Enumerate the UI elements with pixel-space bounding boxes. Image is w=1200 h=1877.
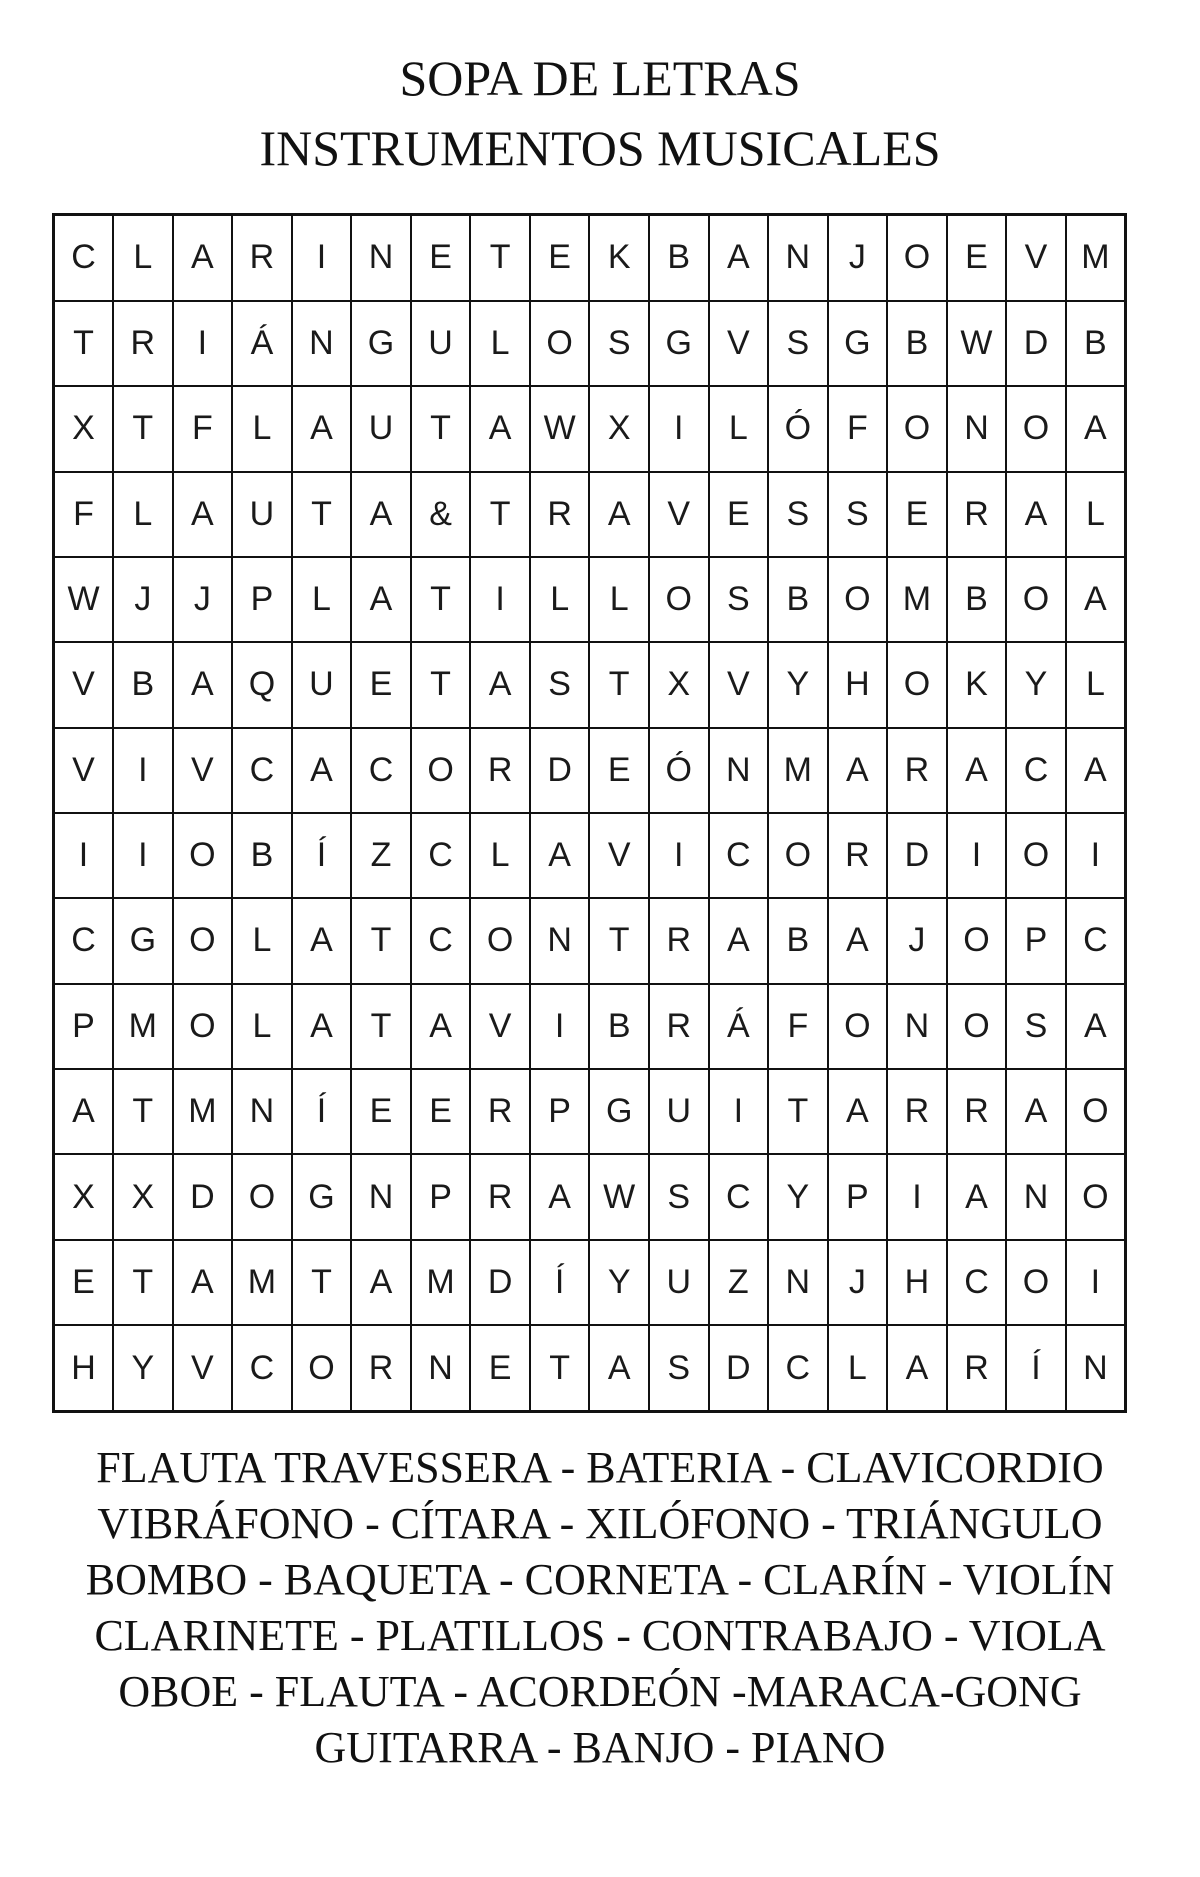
word-list-line: VIBRÁFONO - CÍTARA - XILÓFONO - TRIÁNGULO — [97, 1499, 1103, 1548]
grid-cell: I — [887, 1154, 947, 1239]
grid-cell: J — [173, 557, 233, 642]
grid-cell: U — [411, 301, 471, 386]
grid-cell: M — [113, 984, 173, 1069]
grid-cell: Ó — [649, 728, 709, 813]
grid-cell: R — [947, 1069, 1007, 1154]
grid-cell: A — [173, 472, 233, 557]
grid-cell: B — [887, 301, 947, 386]
grid-cell: C — [768, 1325, 828, 1411]
grid-cell: I — [292, 215, 352, 301]
grid-cell: E — [947, 215, 1007, 301]
grid-cell: O — [947, 984, 1007, 1069]
grid-cell: E — [351, 642, 411, 727]
grid-cell: Á — [232, 301, 292, 386]
grid-cell: J — [887, 898, 947, 983]
grid-cell: N — [530, 898, 590, 983]
grid-cell: C — [54, 898, 114, 983]
grid-cell: I — [470, 557, 530, 642]
grid-row — [54, 642, 1126, 727]
grid-cell: I — [1066, 813, 1126, 898]
grid-cell: A — [828, 1069, 888, 1154]
grid-cell: T — [113, 1069, 173, 1154]
grid-cell: O — [470, 898, 530, 983]
grid-cell: A — [530, 1154, 590, 1239]
grid-cell: C — [709, 813, 769, 898]
grid-cell: R — [113, 301, 173, 386]
grid-cell: A — [292, 898, 352, 983]
grid-cell: A — [54, 1069, 114, 1154]
grid-cell: A — [351, 472, 411, 557]
grid-cell: V — [470, 984, 530, 1069]
grid-cell: U — [649, 1069, 709, 1154]
grid-cell: X — [113, 1154, 173, 1239]
grid-cell: G — [589, 1069, 649, 1154]
grid-cell: G — [113, 898, 173, 983]
grid-cell: N — [768, 215, 828, 301]
grid-cell: I — [173, 301, 233, 386]
grid-cell: Z — [709, 1240, 769, 1325]
grid-cell: A — [411, 984, 471, 1069]
grid-cell: T — [113, 386, 173, 471]
grid-cell: S — [768, 301, 828, 386]
grid-cell: E — [589, 728, 649, 813]
grid-cell: C — [54, 215, 114, 301]
grid-cell: O — [649, 557, 709, 642]
grid-cell: X — [54, 386, 114, 471]
grid-cell: S — [1006, 984, 1066, 1069]
grid-cell: A — [351, 1240, 411, 1325]
grid-cell: I — [54, 813, 114, 898]
grid-cell: R — [887, 728, 947, 813]
grid-cell: R — [470, 1154, 530, 1239]
grid-cell: S — [649, 1325, 709, 1411]
grid-row — [54, 813, 1126, 898]
grid-cell: Y — [113, 1325, 173, 1411]
grid-cell: O — [530, 301, 590, 386]
grid-cell: N — [292, 301, 352, 386]
grid-cell: M — [768, 728, 828, 813]
grid-cell: A — [1066, 728, 1126, 813]
grid-cell: O — [1006, 1240, 1066, 1325]
grid-cell: A — [292, 386, 352, 471]
grid-cell: V — [173, 728, 233, 813]
grid-cell: Y — [1006, 642, 1066, 727]
grid-cell: B — [649, 215, 709, 301]
grid-cell: D — [173, 1154, 233, 1239]
grid-row — [54, 557, 1126, 642]
grid-cell: B — [589, 984, 649, 1069]
grid-cell: L — [828, 1325, 888, 1411]
grid-cell: P — [54, 984, 114, 1069]
grid-cell: E — [470, 1325, 530, 1411]
grid-cell: O — [828, 984, 888, 1069]
grid-cell: A — [947, 1154, 1007, 1239]
grid-cell: I — [649, 386, 709, 471]
grid-cell: V — [709, 642, 769, 727]
grid-cell: V — [709, 301, 769, 386]
grid-cell: M — [411, 1240, 471, 1325]
grid-cell: C — [411, 813, 471, 898]
grid-row — [54, 1325, 1126, 1411]
grid-cell: O — [1006, 813, 1066, 898]
grid-cell: N — [232, 1069, 292, 1154]
grid-cell: A — [1066, 557, 1126, 642]
grid-cell: R — [470, 1069, 530, 1154]
grid-cell: I — [113, 728, 173, 813]
grid-cell: I — [649, 813, 709, 898]
grid-cell: V — [54, 642, 114, 727]
grid-cell: C — [351, 728, 411, 813]
grid-cell: O — [1066, 1069, 1126, 1154]
grid-cell: S — [709, 557, 769, 642]
grid-cell: N — [351, 1154, 411, 1239]
grid-cell: O — [887, 215, 947, 301]
grid-cell: N — [768, 1240, 828, 1325]
grid-cell: A — [947, 728, 1007, 813]
grid-cell: H — [887, 1240, 947, 1325]
grid-cell: B — [947, 557, 1007, 642]
grid-cell: Y — [589, 1240, 649, 1325]
page-title-line2: INSTRUMENTOS MUSICALES — [259, 120, 941, 176]
grid-cell: F — [768, 984, 828, 1069]
grid-cell: V — [54, 728, 114, 813]
grid-cell: R — [232, 215, 292, 301]
grid-cell: C — [411, 898, 471, 983]
grid-cell: D — [1006, 301, 1066, 386]
grid-cell: V — [1006, 215, 1066, 301]
grid-cell: V — [589, 813, 649, 898]
grid-cell: R — [947, 1325, 1007, 1411]
grid-cell: L — [232, 386, 292, 471]
grid-cell: X — [649, 642, 709, 727]
grid-cell: N — [887, 984, 947, 1069]
grid-cell: O — [1006, 557, 1066, 642]
grid-cell: C — [947, 1240, 1007, 1325]
grid-cell: E — [411, 215, 471, 301]
grid-cell: S — [828, 472, 888, 557]
grid-cell: G — [828, 301, 888, 386]
word-search-grid — [52, 213, 1127, 1413]
grid-cell: R — [947, 472, 1007, 557]
grid-cell: E — [709, 472, 769, 557]
grid-cell: D — [470, 1240, 530, 1325]
grid-cell: A — [1006, 1069, 1066, 1154]
grid-cell: T — [292, 472, 352, 557]
grid-cell: P — [411, 1154, 471, 1239]
grid-cell: A — [1066, 984, 1126, 1069]
grid-cell: T — [589, 898, 649, 983]
grid-cell: W — [530, 386, 590, 471]
grid-cell: E — [530, 215, 590, 301]
grid-cell: I — [709, 1069, 769, 1154]
grid-cell: T — [113, 1240, 173, 1325]
grid-cell: T — [470, 215, 530, 301]
grid-cell: W — [947, 301, 1007, 386]
grid-cell: T — [411, 386, 471, 471]
grid-cell: S — [768, 472, 828, 557]
grid-cell: I — [530, 984, 590, 1069]
grid-cell: L — [113, 215, 173, 301]
grid-cell: A — [173, 1240, 233, 1325]
grid-cell: N — [411, 1325, 471, 1411]
grid-cell: M — [232, 1240, 292, 1325]
grid-cell: A — [709, 898, 769, 983]
grid-cell: I — [113, 813, 173, 898]
grid-cell: N — [709, 728, 769, 813]
grid-cell: I — [1066, 1240, 1126, 1325]
grid-cell: J — [828, 1240, 888, 1325]
grid-cell: C — [232, 1325, 292, 1411]
grid-cell: U — [292, 642, 352, 727]
grid-cell: X — [54, 1154, 114, 1239]
grid-cell: O — [232, 1154, 292, 1239]
grid-cell: C — [1006, 728, 1066, 813]
grid-cell: S — [530, 642, 590, 727]
grid-cell: N — [1066, 1325, 1126, 1411]
grid-cell: P — [1006, 898, 1066, 983]
grid-cell: U — [649, 1240, 709, 1325]
grid-cell: T — [351, 898, 411, 983]
grid-cell: A — [173, 215, 233, 301]
grid-cell: T — [768, 1069, 828, 1154]
grid-cell: J — [113, 557, 173, 642]
grid-cell: R — [649, 984, 709, 1069]
grid-row — [54, 1154, 1126, 1239]
grid-cell: T — [411, 642, 471, 727]
grid-cell: L — [113, 472, 173, 557]
grid-cell: Á — [709, 984, 769, 1069]
grid-cell: E — [351, 1069, 411, 1154]
grid-cell: R — [351, 1325, 411, 1411]
grid-cell: G — [351, 301, 411, 386]
grid-cell: Í — [292, 1069, 352, 1154]
grid-cell: L — [530, 557, 590, 642]
grid-cell: T — [530, 1325, 590, 1411]
grid-cell: A — [292, 984, 352, 1069]
grid-cell: N — [947, 386, 1007, 471]
grid-cell: S — [649, 1154, 709, 1239]
grid-cell: A — [1006, 472, 1066, 557]
grid-cell: O — [947, 898, 1007, 983]
grid-cell: V — [173, 1325, 233, 1411]
grid-cell: T — [54, 301, 114, 386]
grid-cell: P — [828, 1154, 888, 1239]
grid-cell: M — [173, 1069, 233, 1154]
grid-cell: B — [1066, 301, 1126, 386]
grid-cell: J — [828, 215, 888, 301]
grid-cell: A — [589, 1325, 649, 1411]
grid-cell: & — [411, 472, 471, 557]
grid-cell: O — [768, 813, 828, 898]
grid-cell: N — [1006, 1154, 1066, 1239]
grid-row — [54, 1069, 1126, 1154]
grid-cell: A — [828, 898, 888, 983]
word-list-line: BOMBO - BAQUETA - CORNETA - CLARÍN - VIOLÍN — [85, 1555, 1115, 1604]
grid-cell: Í — [292, 813, 352, 898]
grid-cell: L — [292, 557, 352, 642]
grid-cell: A — [589, 472, 649, 557]
word-list-line: FLAUTA TRAVESSERA - BATERIA - CLAVICORDIO — [96, 1443, 1104, 1492]
grid-cell: R — [828, 813, 888, 898]
grid-cell: A — [173, 642, 233, 727]
grid-cell: W — [54, 557, 114, 642]
grid-cell: M — [887, 557, 947, 642]
grid-cell: Y — [768, 642, 828, 727]
grid-row — [54, 984, 1126, 1069]
grid-cell: B — [232, 813, 292, 898]
grid-cell: A — [351, 557, 411, 642]
grid-row — [54, 301, 1126, 386]
grid-cell: T — [411, 557, 471, 642]
word-list — [0, 1440, 1200, 1776]
grid-cell: O — [173, 984, 233, 1069]
grid-cell: F — [173, 386, 233, 471]
grid-cell: S — [589, 301, 649, 386]
grid-cell: C — [232, 728, 292, 813]
grid-cell: A — [470, 386, 530, 471]
grid-cell: H — [54, 1325, 114, 1411]
grid-cell: L — [470, 813, 530, 898]
grid-row — [54, 215, 1126, 301]
grid-cell: O — [173, 813, 233, 898]
grid-cell: A — [292, 728, 352, 813]
grid-cell: Z — [351, 813, 411, 898]
grid-cell: L — [709, 386, 769, 471]
grid-cell: R — [887, 1069, 947, 1154]
grid-row — [54, 728, 1126, 813]
grid-cell: A — [470, 642, 530, 727]
grid-cell: G — [292, 1154, 352, 1239]
grid-cell: A — [530, 813, 590, 898]
grid-cell: O — [292, 1325, 352, 1411]
grid-cell: A — [1066, 386, 1126, 471]
grid-cell: L — [232, 898, 292, 983]
grid-cell: A — [709, 215, 769, 301]
grid-cell: P — [530, 1069, 590, 1154]
grid-cell: O — [887, 642, 947, 727]
grid-cell: H — [828, 642, 888, 727]
grid-cell: B — [768, 557, 828, 642]
grid-cell: G — [649, 301, 709, 386]
grid-cell: O — [173, 898, 233, 983]
grid-cell: U — [351, 386, 411, 471]
grid-cell: Í — [530, 1240, 590, 1325]
grid-cell: K — [589, 215, 649, 301]
grid-cell: T — [292, 1240, 352, 1325]
grid-cell: C — [1066, 898, 1126, 983]
grid-cell: B — [768, 898, 828, 983]
grid-cell: O — [411, 728, 471, 813]
grid-cell: O — [887, 386, 947, 471]
grid-cell: L — [232, 984, 292, 1069]
grid-cell: L — [1066, 472, 1126, 557]
grid-cell: V — [649, 472, 709, 557]
word-list-line: OBOE - FLAUTA - ACORDEÓN -MARACA-GONG — [118, 1667, 1082, 1716]
grid-row — [54, 1240, 1126, 1325]
grid-cell: L — [470, 301, 530, 386]
grid-cell: D — [530, 728, 590, 813]
grid-cell: Ó — [768, 386, 828, 471]
grid-cell: O — [1066, 1154, 1126, 1239]
grid-cell: W — [589, 1154, 649, 1239]
grid-cell: T — [589, 642, 649, 727]
grid-cell: E — [887, 472, 947, 557]
page-title-line1: SOPA DE LETRAS — [399, 50, 801, 106]
grid-cell: R — [530, 472, 590, 557]
grid-cell: T — [470, 472, 530, 557]
word-list-line: CLARINETE - PLATILLOS - CONTRABAJO - VIOLA — [94, 1611, 1106, 1660]
grid-cell: E — [54, 1240, 114, 1325]
grid-cell: A — [887, 1325, 947, 1411]
grid-cell: B — [113, 642, 173, 727]
grid-cell: C — [709, 1154, 769, 1239]
grid-cell: D — [709, 1325, 769, 1411]
grid-cell: F — [54, 472, 114, 557]
grid-cell: R — [649, 898, 709, 983]
grid-row — [54, 898, 1126, 983]
grid-row — [54, 472, 1126, 557]
grid-cell: Q — [232, 642, 292, 727]
grid-cell: X — [589, 386, 649, 471]
grid-cell: D — [887, 813, 947, 898]
grid-cell: L — [589, 557, 649, 642]
grid-cell: Í — [1006, 1325, 1066, 1411]
grid-cell: A — [828, 728, 888, 813]
grid-cell: U — [232, 472, 292, 557]
grid-cell: R — [470, 728, 530, 813]
grid-cell: I — [947, 813, 1007, 898]
grid-cell: Y — [768, 1154, 828, 1239]
grid-cell: P — [232, 557, 292, 642]
grid-cell: L — [1066, 642, 1126, 727]
word-list-line: GUITARRA - BANJO - PIANO — [314, 1723, 886, 1772]
grid-cell: O — [1006, 386, 1066, 471]
grid-cell: N — [351, 215, 411, 301]
grid-cell: M — [1066, 215, 1126, 301]
grid-row — [54, 386, 1126, 471]
grid-cell: T — [351, 984, 411, 1069]
grid-cell: F — [828, 386, 888, 471]
grid-cell: O — [828, 557, 888, 642]
grid-cell: E — [411, 1069, 471, 1154]
grid-cell: K — [947, 642, 1007, 727]
